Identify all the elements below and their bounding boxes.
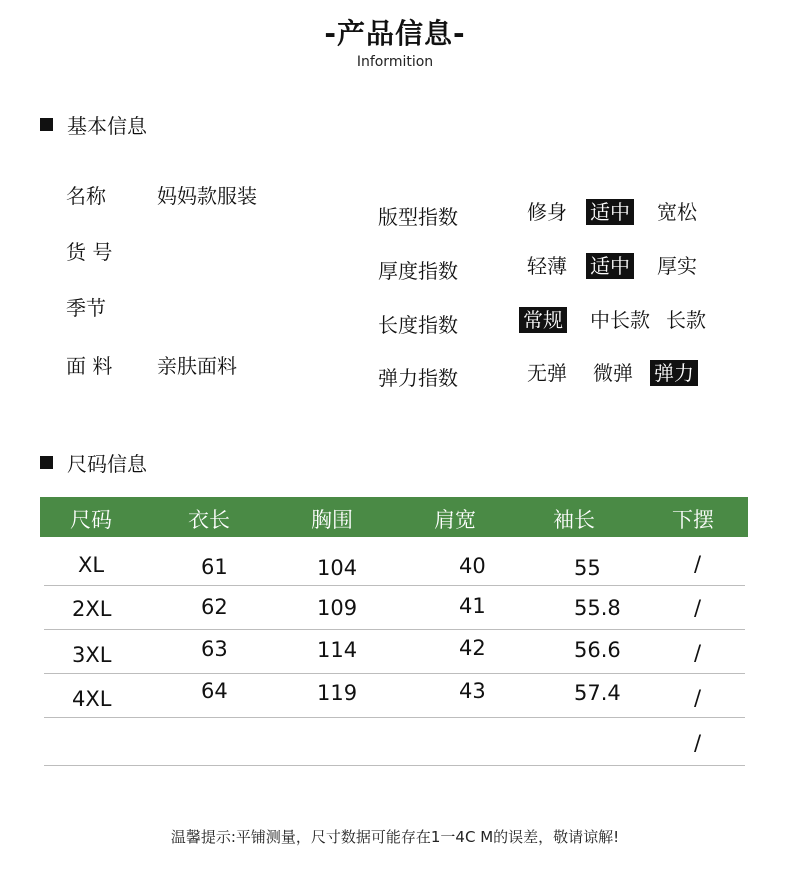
cell-hem: / — [694, 552, 702, 576]
cell-hem: / — [694, 596, 702, 620]
basic-section-heading — [40, 110, 147, 139]
index-label-thickness: 厚度指数 — [378, 259, 458, 283]
index-option-elasticity-stretch: 弹力 — [650, 360, 698, 386]
table-row — [44, 719, 745, 766]
table-row — [44, 675, 745, 718]
table-row — [44, 631, 745, 674]
cell-size: 2XL — [72, 597, 112, 621]
index-label-fit: 版型指数 — [378, 205, 458, 229]
cell-size: 4XL — [72, 687, 112, 711]
field-label-season: 季节 — [66, 296, 106, 320]
table-row — [44, 537, 745, 586]
column-header-shoulder: 肩宽 — [434, 508, 476, 532]
basic-section-title: 基本信息 — [67, 114, 147, 138]
index-option-fit-regular: 适中 — [586, 199, 634, 225]
cell-shoulder: 42 — [459, 636, 486, 660]
cell-bust: 104 — [317, 556, 358, 580]
size-section-heading — [40, 448, 147, 477]
index-option-thickness-medium: 适中 — [586, 253, 634, 279]
index-option-length-long: 长款 — [666, 308, 706, 332]
index-option-elasticity-none: 无弹 — [527, 361, 567, 385]
bullet-square-icon — [40, 118, 53, 131]
cell-hem: / — [694, 641, 702, 665]
cell-hem: / — [694, 731, 702, 755]
cell-shoulder: 40 — [459, 554, 486, 578]
index-label-length: 长度指数 — [378, 313, 458, 337]
index-option-elasticity-slight: 微弹 — [593, 361, 633, 385]
cell-hem: / — [694, 686, 702, 710]
cell-sleeve: 56.6 — [574, 638, 621, 662]
cell-shoulder: 41 — [459, 594, 486, 618]
cell-bust: 114 — [317, 638, 358, 662]
index-option-thickness-thin: 轻薄 — [527, 254, 567, 278]
cell-sleeve: 57.4 — [574, 681, 621, 705]
index-option-length-midlong: 中长款 — [590, 308, 650, 332]
field-label-fabric: 面 料 — [66, 354, 113, 378]
cell-length: 63 — [201, 637, 228, 661]
footer-note: 温馨提示:平铺测量，尺寸数据可能存在1一4C M的误差，敬请谅解! — [170, 828, 620, 846]
index-option-fit-slim: 修身 — [527, 200, 567, 224]
field-value-name: 妈妈款服装 — [157, 184, 257, 208]
size-section-title: 尺码信息 — [67, 452, 147, 476]
field-label-name: 名称 — [66, 184, 106, 208]
column-header-hem: 下摆 — [672, 508, 714, 532]
size-table-header — [40, 497, 748, 537]
index-option-length-regular: 常规 — [519, 307, 567, 333]
field-value-fabric: 亲肤面料 — [157, 354, 237, 378]
cell-bust: 109 — [317, 596, 358, 620]
column-header-size: 尺码 — [70, 508, 112, 532]
cell-size: XL — [78, 553, 105, 577]
column-header-bust: 胸围 — [311, 508, 353, 532]
index-label-elasticity: 弹力指数 — [378, 366, 458, 390]
cell-sleeve: 55 — [574, 556, 601, 580]
cell-length: 64 — [201, 679, 228, 703]
cell-bust: 119 — [317, 681, 358, 705]
page-title: -产品信息- — [324, 17, 466, 50]
column-header-length: 衣长 — [188, 508, 230, 532]
index-option-fit-loose: 宽松 — [657, 200, 697, 224]
size-table — [40, 497, 748, 755]
cell-length: 62 — [201, 595, 228, 619]
cell-sleeve: 55.8 — [574, 596, 621, 620]
column-header-sleeve: 袖长 — [553, 508, 595, 532]
page-subtitle: Informition — [356, 54, 434, 70]
cell-shoulder: 43 — [459, 679, 486, 703]
index-option-thickness-thick: 厚实 — [657, 254, 697, 278]
field-label-sku: 货 号 — [66, 240, 113, 264]
cell-length: 61 — [201, 555, 228, 579]
table-row — [44, 587, 745, 630]
cell-size: 3XL — [72, 643, 112, 667]
bullet-square-icon — [40, 456, 53, 469]
